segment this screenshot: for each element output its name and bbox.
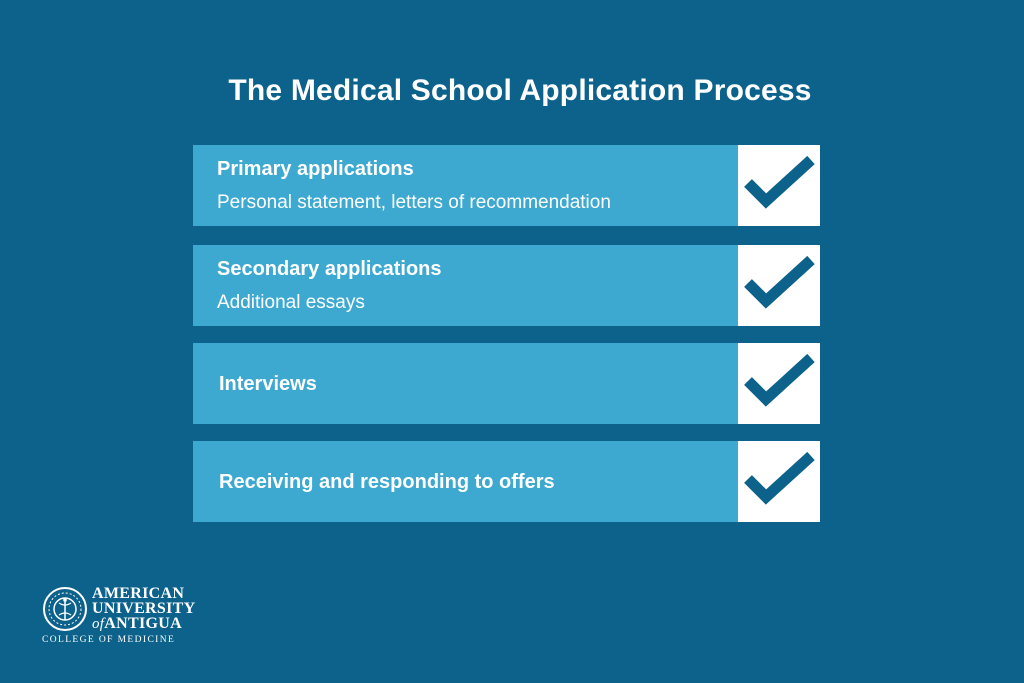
step-interviews <box>193 343 820 424</box>
step-label-panel <box>193 145 738 226</box>
step-title: Receiving and responding to offers <box>219 470 555 493</box>
step-check-box <box>738 343 820 424</box>
checkmark-icon <box>738 245 820 326</box>
step-primary-applications <box>193 145 820 226</box>
logo-of: of <box>92 616 105 632</box>
step-check-box <box>738 441 820 522</box>
step-label-panel <box>193 441 738 522</box>
university-logo <box>42 585 196 645</box>
step-label-panel <box>193 343 738 424</box>
page-title: The Medical School Application Process <box>228 74 812 107</box>
logo-line-antigua <box>92 616 195 632</box>
step-title: Secondary applications <box>217 257 442 280</box>
logo-line-american: AMERICAN <box>92 585 185 602</box>
step-subtitle: Personal statement, letters of recommendation <box>217 191 611 213</box>
checkmark-icon <box>738 145 820 226</box>
logo-line-university: UNIVERSITY <box>92 600 196 617</box>
step-secondary-applications <box>193 245 820 326</box>
university-seal-icon <box>42 586 88 632</box>
step-label-panel <box>193 245 738 326</box>
step-check-box <box>738 245 820 326</box>
step-subtitle: Additional essays <box>217 291 365 313</box>
logo-subline: COLLEGE OF MEDICINE <box>42 635 176 645</box>
checkmark-icon <box>738 343 820 424</box>
logo-wordmark <box>92 586 195 632</box>
step-check-box <box>738 145 820 226</box>
checkmark-icon <box>738 441 820 522</box>
logo-antigua: ANTIGUA <box>104 615 182 632</box>
step-title: Interviews <box>219 372 317 395</box>
step-title: Primary applications <box>217 157 414 180</box>
step-receiving-offers <box>193 441 820 522</box>
